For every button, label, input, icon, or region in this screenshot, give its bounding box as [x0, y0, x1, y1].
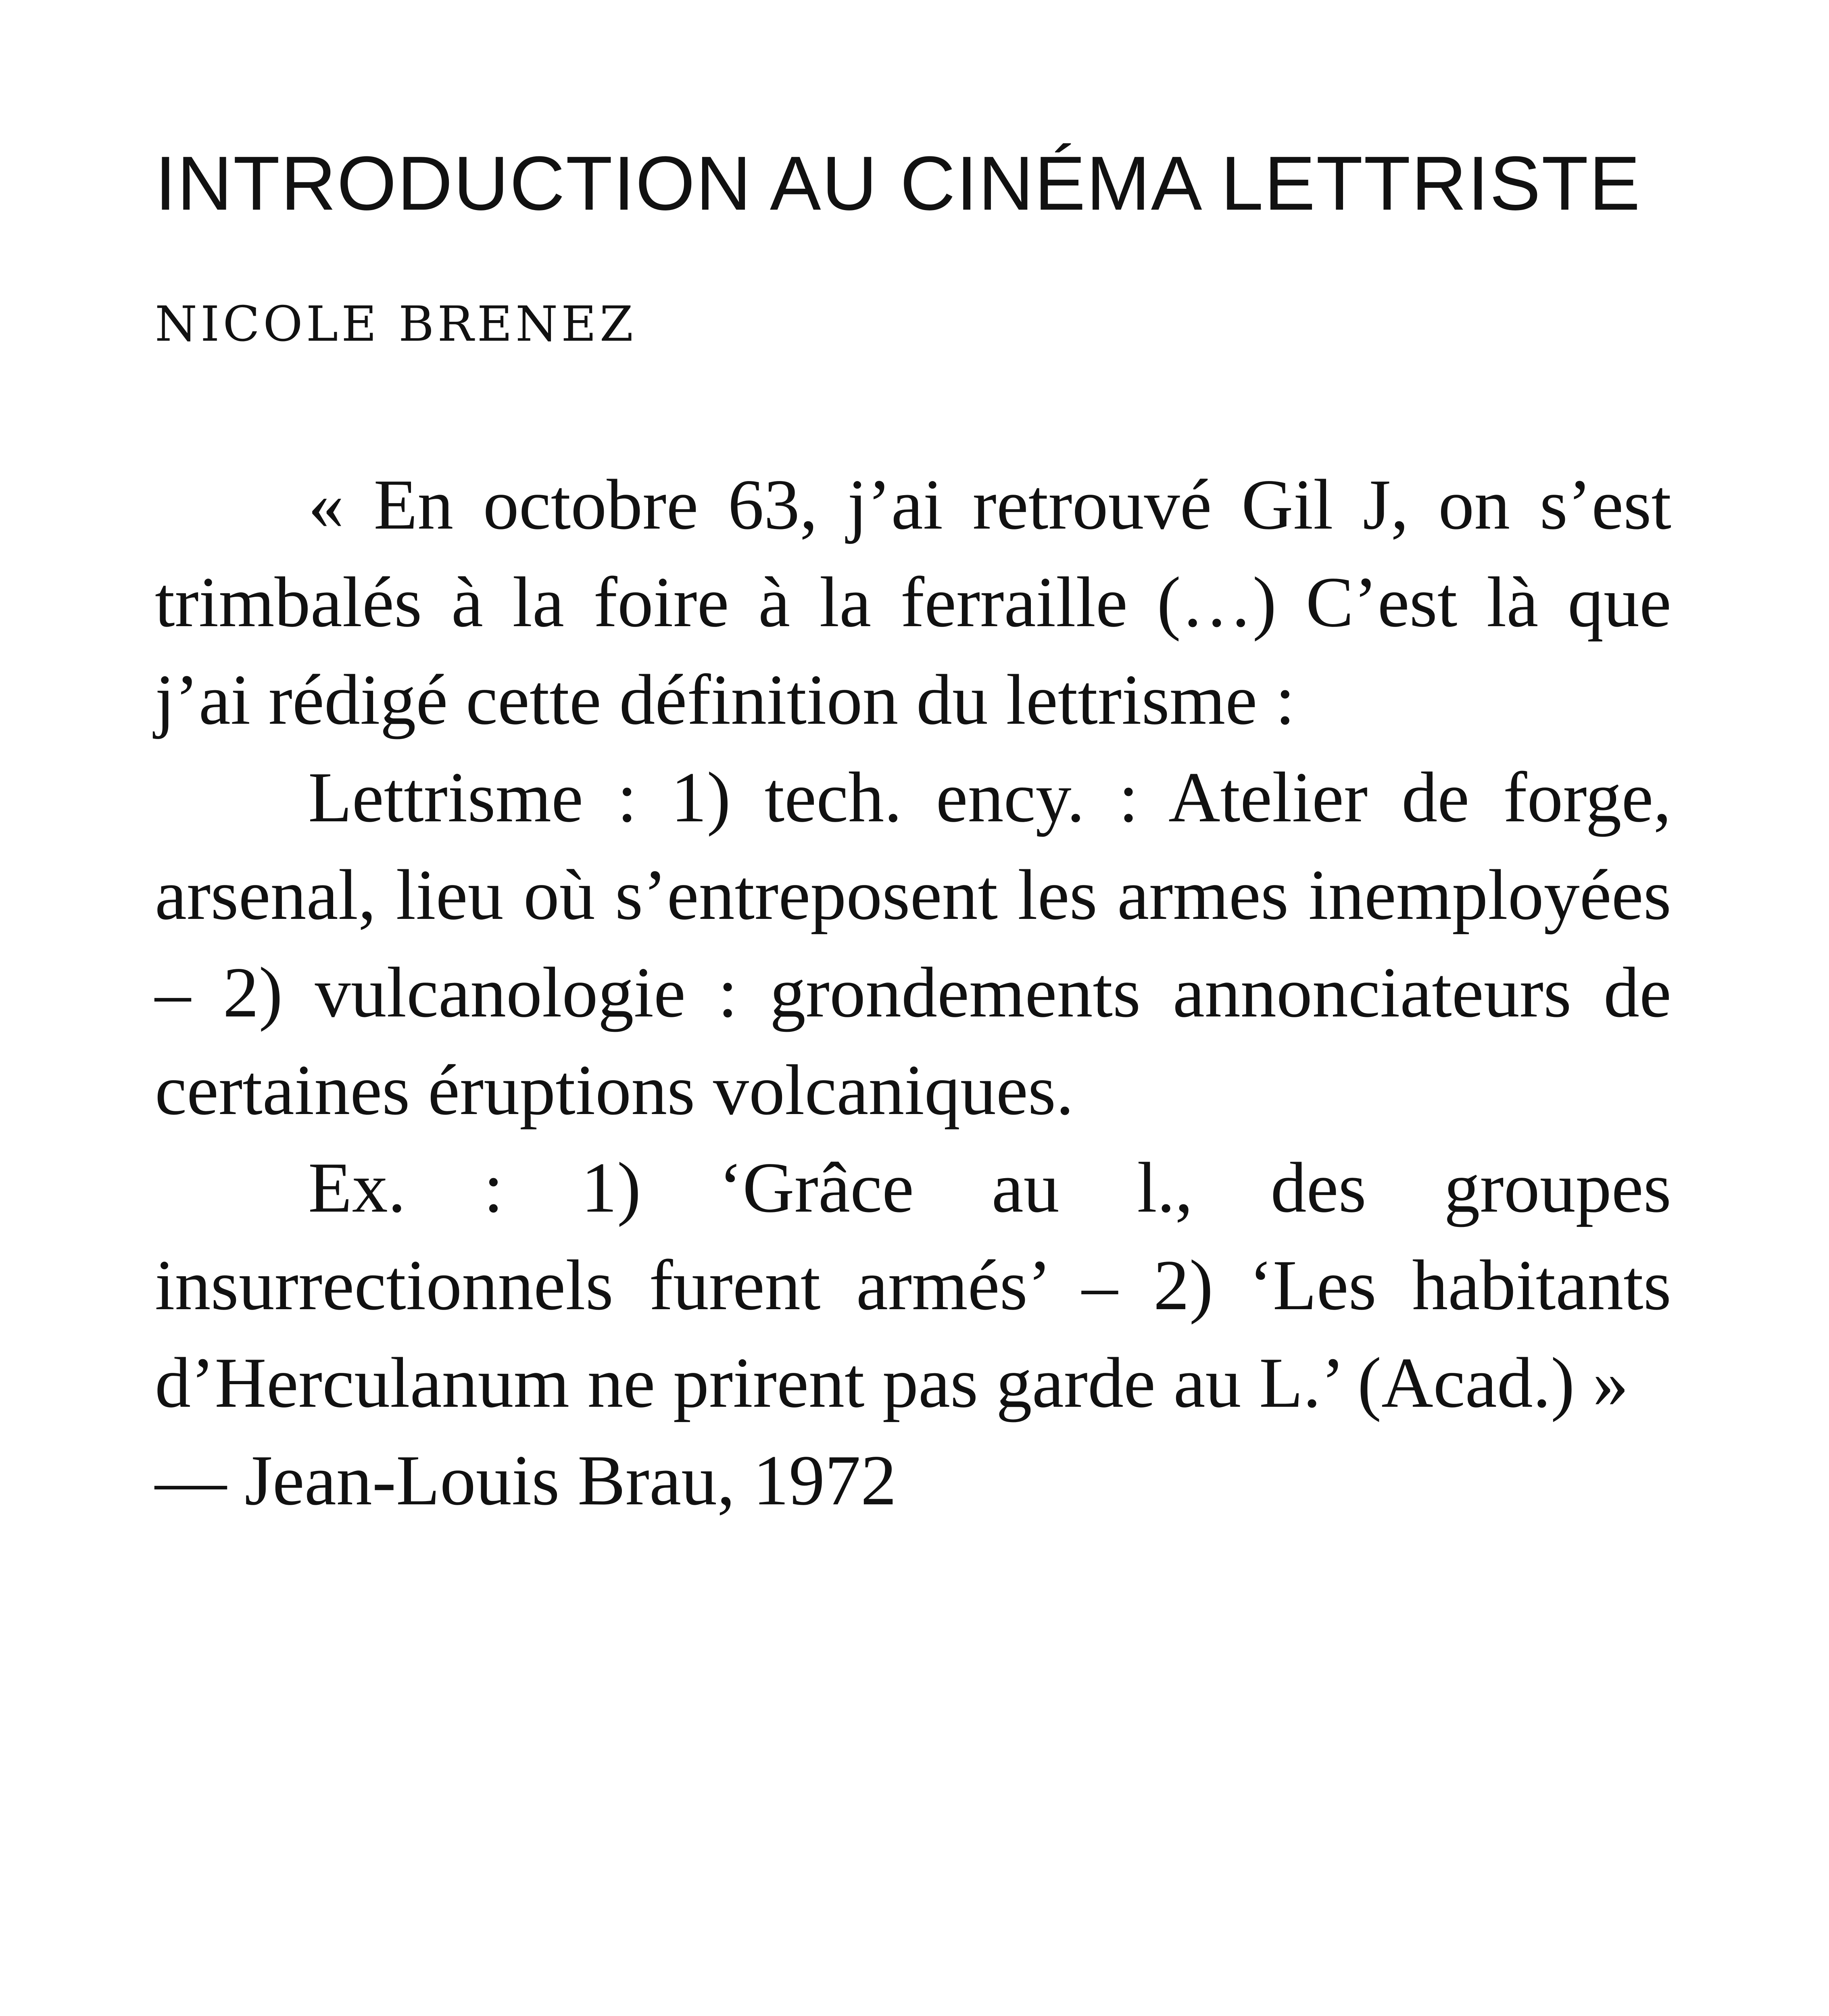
- quote-paragraph-2: Lettrisme : 1) tech. ency. : Atelier de forge, arsenal, lieu où s’entreposent les armes inemployées – 2) vulcanologie : grondements annonciateurs de certaines éruptions volcaniques.: [155, 757, 1671, 1130]
- quote-paragraph-3: Ex. : 1) ‘Grâce au l., des groupes insurrectionnels furent armés’ – 2) ‘Les habitants d’Herculanum ne prirent pas garde au L.’ (Acad.) »: [155, 1148, 1671, 1422]
- back-cover-quote: [155, 456, 1671, 1529]
- book-title: INTRODUCTION AU CINÉMA LETTRISTE: [155, 141, 1641, 226]
- author-name: NICOLE BRENEZ: [155, 296, 637, 352]
- quote-paragraph-1: « En octobre 63, j’ai retrouvé Gil J, on s’est trimbalés à la foire à la ferraille (…) C’est là que j’ai rédigé cette définition du lettrisme :: [155, 464, 1671, 739]
- quote-attribution: — Jean-Louis Brau, 1972: [155, 1440, 897, 1520]
